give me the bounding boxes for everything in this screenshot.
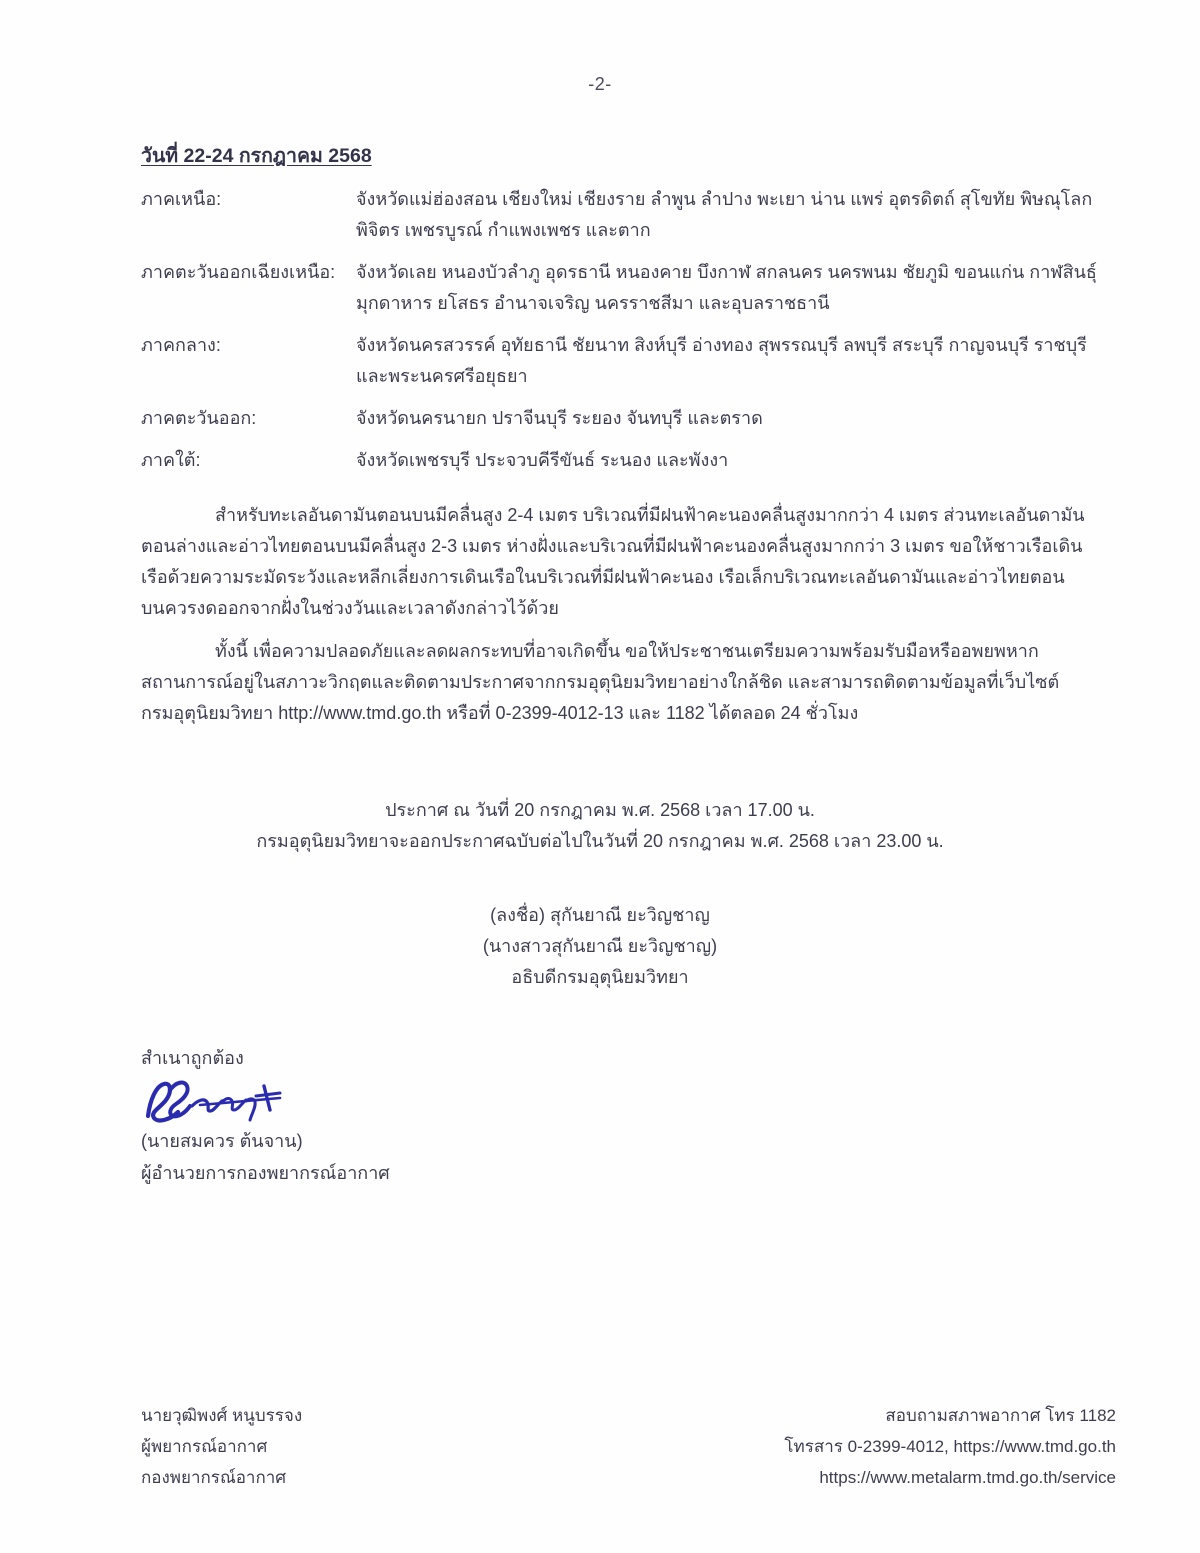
handwritten-signature-icon: [140, 1070, 320, 1130]
region-row-south: [141, 445, 1091, 476]
marine-warning-text: สำหรับทะเลอันดามันตอนบนมีคลื่นสูง 2-4 เมตร บริเวณที่มีฝนฟ้าคะนองคลื่นสูงมากกว่า 4 เมตร ส่วนทะเลอันดามันตอนล่างและอ่าวไทยตอนบนมีคลื่นสูง 2-3 เมตร ห่างฝั่งและบริเวณที่มีฝนฟ้าคะนองคลื่นสูงมากกว่า 3 เมตร ขอให้ชาวเรือเดินเรือด้วยความระมัดระวังและหลีกเลี่ยงการเดินเรือในบริเวณที่มีฝนฟ้าคะนอง เรือเล็กบริเวณทะเลอันดามันและอ่าวไทยตอนบนควรงดออกจากฝั่งในช่วงวันและเวลาดังกล่าวไว้ด้วย: [141, 505, 1085, 618]
footer-fax-website-line: โทรสาร 0-2399-4012, https://www.tmd.go.th: [784, 1437, 1116, 1456]
region-line: จังหวัดเพชรบุรี ประจวบคีรีขันธ์ ระนอง และพังงา: [356, 450, 729, 470]
announcement-block: [0, 795, 1200, 857]
region-value-south: [356, 445, 1091, 476]
region-line: จังหวัดแม่ฮ่องสอน เชียงใหม่ เชียงราย ลำพูน ลำปาง พะเยา น่าน แพร่ อุตรดิตถ์ สุโขทัย พิษณุโลก: [356, 189, 1093, 209]
certification-label: สำเนาถูกต้อง: [141, 1048, 244, 1068]
region-line: พิจิตร เพชรบูรณ์ กำแพงเพชร และตาก: [356, 220, 651, 240]
signature-signed-line: (ลงชื่อ) สุกันยาณี ยะวิญชาญ: [490, 905, 710, 925]
region-row-east: [141, 403, 1091, 434]
footer-phone-line: สอบถามสภาพอากาศ โทร 1182: [885, 1406, 1116, 1425]
certification-name: (นายสมควร ต้นจาน): [141, 1131, 303, 1151]
footer-service-url: https://www.metalarm.tmd.go.th/service: [819, 1468, 1116, 1487]
footer-forecaster-name: นายวุฒิพงศ์ หนูบรรจง: [141, 1406, 303, 1425]
region-label-northeast: ภาคตะวันออกเฉียงเหนือ:: [141, 262, 336, 282]
region-line: มุกดาหาร ยโสธร อำนาจเจริญ นครราชสีมา และอุบลราชธานี: [356, 293, 830, 313]
region-row-central: [141, 330, 1091, 392]
region-line: จังหวัดเลย หนองบัวลำภู อุดรธานี หนองคาย บึงกาฬ สกลนคร นครพนม ชัยภูมิ ขอนแก่น กาฬสินธุ์: [356, 262, 1097, 282]
region-line: จังหวัดนครสวรรค์ อุทัยธานี ชัยนาท สิงห์บุรี อ่างทอง สุพรรณบุรี ลพบุรี สระบุรี กาญจนบุรี ราชบุรี: [356, 335, 1087, 355]
footer-forecaster-division: กองพยากรณ์อากาศ: [141, 1468, 287, 1487]
region-label-east: ภาคตะวันออก:: [141, 408, 257, 428]
region-label-central: ภาคกลาง:: [141, 335, 221, 355]
footer-right-block: [784, 1400, 1116, 1493]
signature-block: [0, 900, 1200, 993]
footer-forecaster-role: ผู้พยากรณ์อากาศ: [141, 1437, 268, 1456]
marine-warning-paragraph: [141, 500, 1086, 624]
page-number: -2-: [588, 74, 612, 94]
region-list: [141, 184, 1097, 487]
date-heading: วันที่ 22-24 กรกฎาคม 2568: [141, 145, 372, 167]
region-line: จังหวัดนครนายก ปราจีนบุรี ระยอง จันทบุรี และตราด: [356, 408, 763, 428]
region-label-south: ภาคใต้:: [141, 450, 201, 470]
certification-title: ผู้อำนวยการกองพยากรณ์อากาศ: [141, 1163, 390, 1183]
region-row-north: [141, 184, 1091, 246]
region-value-central: [356, 330, 1091, 392]
region-line: และพระนครศรีอยุธยา: [356, 366, 528, 386]
signature-name: (นางสาวสุกันยาณี ยะวิญชาญ): [482, 936, 718, 956]
region-value-east: [356, 403, 1091, 434]
signature-title: อธิบดีกรมอุตุนิยมวิทยา: [511, 967, 689, 987]
region-value-northeast: [356, 257, 1097, 319]
region-row-northeast: [141, 257, 1097, 319]
safety-advisory-paragraph: [141, 636, 1086, 729]
region-label-north: ภาคเหนือ:: [141, 189, 222, 209]
safety-advisory-text: ทั้งนี้ เพื่อความปลอดภัยและลดผลกระทบที่อาจเกิดขึ้น ขอให้ประชาชนเตรียมความพร้อมรับมือหรืออพยพหากสถานการณ์อยู่ในสภาวะวิกฤตและติดตามประกาศจากกรมอุตุนิยมวิทยาอย่างใกล้ชิด และสามารถติดตามข้อมูลที่เว็บไซต์กรมอุตุนิยมวิทยา http://www.tmd.go.th หรือที่ 0-2399-4012-13 และ 1182 ได้ตลอด 24 ชั่วโมง: [141, 641, 1060, 723]
region-value-north: [356, 184, 1092, 246]
announcement-issued: ประกาศ ณ วันที่ 20 กรกฎาคม พ.ศ. 2568 เวลา 17.00 น.: [385, 800, 815, 820]
announcement-next: กรมอุตุนิยมวิทยาจะออกประกาศฉบับต่อไปในวันที่ 20 กรกฎาคม พ.ศ. 2568 เวลา 23.00 น.: [256, 831, 944, 851]
footer-left-block: [141, 1400, 302, 1493]
